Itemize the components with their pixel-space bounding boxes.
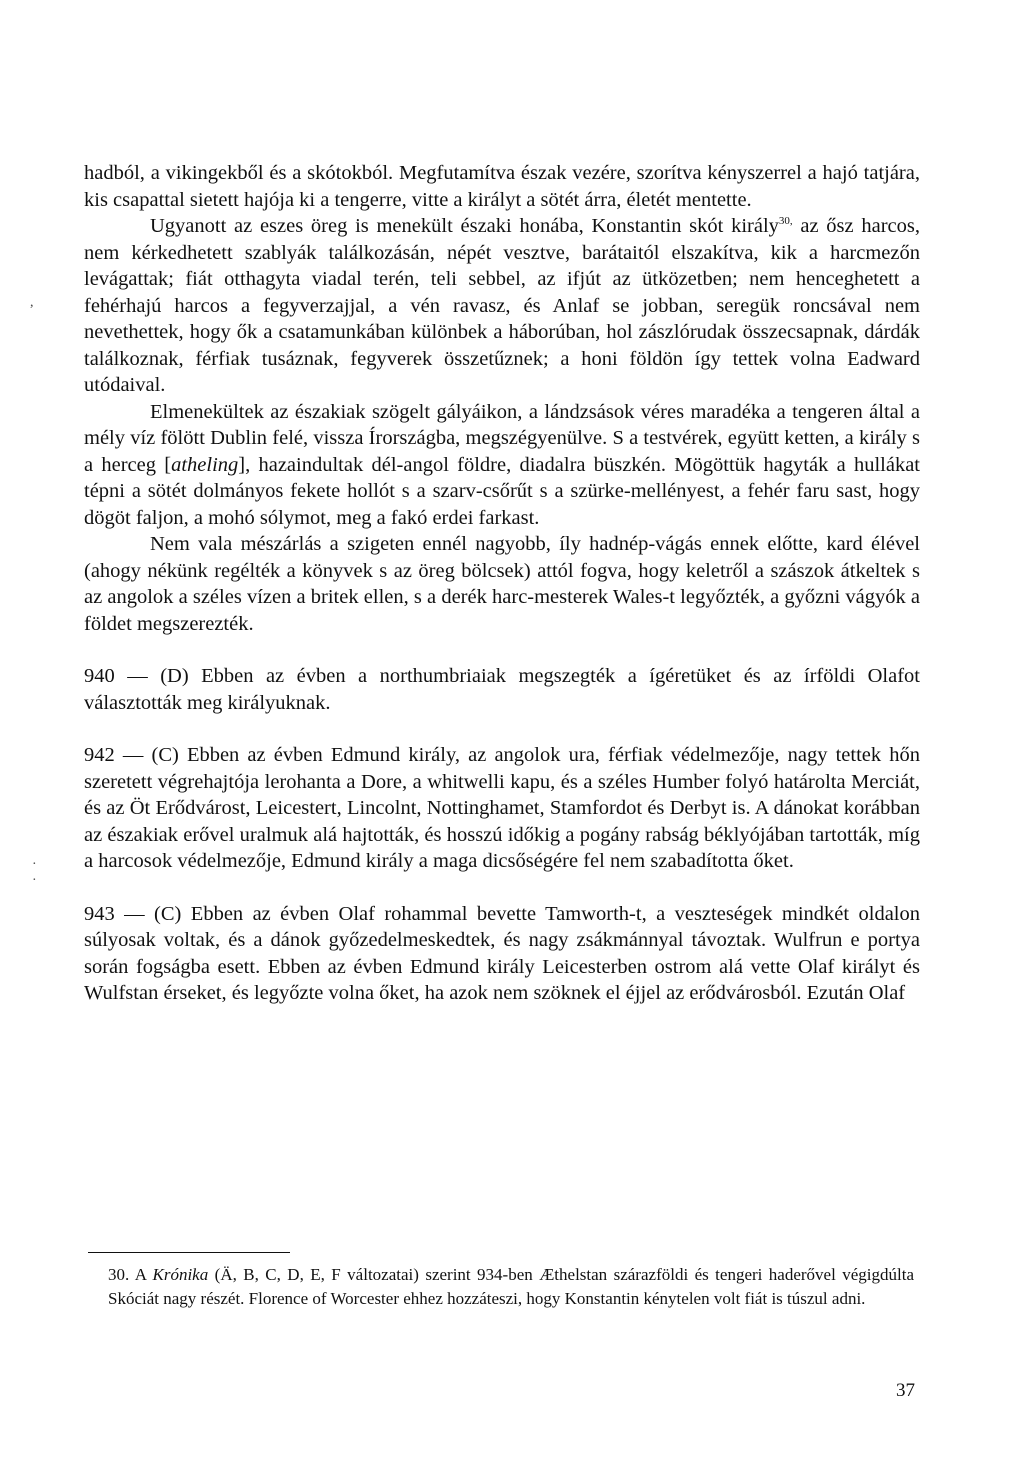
italic-term: atheling <box>171 453 239 476</box>
page-number: 37 <box>896 1380 915 1401</box>
paragraph-text: Elmenekültek az északiak szögelt gályáikon, a lándzsások véres maradéka a tengeren által a mély víz fölött Dublin felé, vissza Írországba, megszégyenülve. S a testvérek, együtt ketten, a király s a herceg [ <box>84 400 920 476</box>
year-entry-942: 942 — (C) Ebben az évben Edmund király, az angolok ura, férfiak védelmezője, nagy tettek hőn szeretett végrehajtója lerohanta a Dore, a whitwelli kapu, és a széles Humber folyó határolta Merciát, és az Öt Erődvárost, Leicestert, Lincolnt, Nottinghamet, Stamfordot és Derbyt is. A dánokat korábban az északiak erővel uralmuk alá hajtották, és hosszú időkig a pogány rabság béklyójában tartották, míg a harcosok védelmezője, Edmund király a maga dicsőségére fel nem szabadította őket. <box>84 744 920 872</box>
main-text <box>84 160 920 1007</box>
paragraph-text: ], hazaindultak dél-angol földre, diadalra büszkén. Mögöttük hagyták a hullákat tépni a sötét dolmányos fekete hollót s a szarv-csőrűt s a szürke-mellényest, a fehér faru sast, hogy dögöt faljon, a mohó sólymot, meg a fakó erdei farkast. <box>84 453 920 529</box>
paragraph-flight <box>84 399 920 532</box>
footnote-text-part: 30. A <box>108 1265 153 1284</box>
paragraph-konstantin <box>84 213 920 399</box>
footnote-reference[interactable]: 30, <box>778 215 793 228</box>
paragraph-continued: hadból, a vikingekből és a skótokból. Megfutamítva észak vezére, szorítva kényszerrel a hajó tatjára, kis csapattal sietett hajója ki a tengerre, vitte a királyt a sötét árra, életét mentette. <box>84 162 920 211</box>
paragraph-text: az ősz harcos, nem kérkedhetett szablyák találkozásán, népét vesztve, barátaitól elszakítva, kik a harcmezőn levágattak; fiát otthagyta viadal terén, teli sebbel, az ifjút az ütközetben; nem henceghetett a fehérhajú harcos a fegyverzajjal, a vén ravasz, és Anlaf se jobban, seregük roncsával nem nevethettek, hogy ők a csatamunkában különbek a háborúban, hol zászlórudak összecsapnak, dárdák találkoznak, férfiak tusáznak, fegyverek összetűznek; a honi földön így tettek volna Eadward utódaival. <box>84 215 920 396</box>
paragraph-text: Ugyanott az eszes öreg is menekült északi honába, Konstantin skót király <box>150 215 779 237</box>
footnote-italic-title: Krónika <box>152 1265 209 1284</box>
paragraph-slaughter: Nem vala mészárlás a szigeten ennél nagyobb, íly hadnép-vágás ennek előtte, kard élével (ahogy nékünk regélték a könyvek s az öreg bölcsek) attól fogva, hogy keletről a szászok átkeltek s az angolok a széles vízen a britek ellen, s a derék harc-mesterek Wales-t legyőzték, a győzni vágyók a földet megszerezték. <box>84 533 920 635</box>
year-entry-940: 940 — (D) Ebben az évben a northumbriaiak megszegték a ígéretüket és az írföldi Olafot választották meg királyuknak. <box>84 665 920 714</box>
year-entry-943: 943 — (C) Ebben az évben Olaf rohammal bevette Tamworth-t, a veszteségek mindkét oldalon súlyosak voltak, és a dánok győzedelmeskedtek, és nagy zsákmánnyal távoztak. Wulfrun e portya során fogságba esett. Ebben az évben Edmund király Leicesterben ostrom alá vette Olaf királyt és Wulfstan érseket, és legyőzte volna őket, ha azok nem szöknek el éjjel az erődvárosból. Ezután Olaf <box>84 902 920 1004</box>
margin-mark: , <box>30 295 34 310</box>
footnote-divider <box>88 1252 290 1253</box>
margin-mark: · <box>32 857 37 872</box>
footnote-text-part: (Ä, B, C, D, E, F változatai) szerint 934-ben Æthelstan szárazföldi és tengeri haderővel végigdúlta Skóciát nagy részét. Florence of Worcester ehhez hozzáteszi, hogy Konstantin kénytelen volt fiát is túszul adni. <box>108 1265 914 1308</box>
footnote-text <box>108 1263 914 1311</box>
footnote-30 <box>108 1263 914 1311</box>
margin-mark: · <box>32 873 37 888</box>
